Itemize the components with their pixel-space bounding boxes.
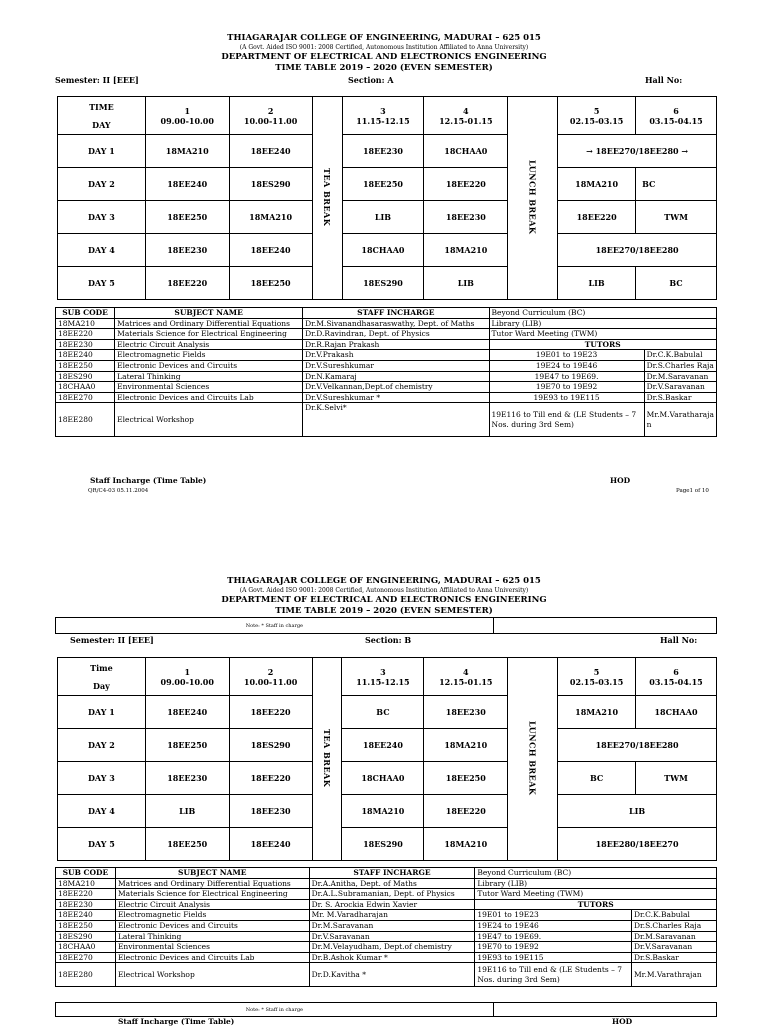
staff-incharge-signature: Staff Incharge (Time Table) (118, 1017, 235, 1026)
slot: 18EE240 (342, 729, 424, 762)
staff-name: Mr. M.Varadharajan (309, 910, 475, 921)
staff-name: Dr.A.Anitha, Dept. of Maths (309, 878, 475, 889)
slot: 18EE230 (145, 234, 229, 267)
section-label: Section: A (348, 75, 394, 85)
lib-legend: Library (LIB) (475, 878, 717, 889)
slot: 18MA210 (229, 201, 312, 234)
day-label: DAY 3 (58, 762, 146, 795)
note-text: Note: * Staff in charge (56, 618, 494, 634)
tutor-name: Dr.C.K.Babulal (632, 910, 717, 921)
section-label: Section: B (365, 635, 412, 645)
staff-name: Dr.D.Ravindran, Dept. of Physics (303, 329, 489, 340)
sub-code: 18EE280 (56, 963, 116, 987)
time-day-header: Time Day (58, 658, 146, 696)
tutor-range: 19E24 to 19E46 (489, 360, 644, 371)
staff-name: Dr.N.Kamaraj (303, 371, 489, 382)
slot-afternoon: 18EE270/18EE280 (558, 234, 717, 267)
sub-code: 18EE240 (56, 350, 115, 361)
subject-name: Environmental Sciences (115, 382, 303, 393)
period-2-header: 2 10.00-11.00 (229, 97, 312, 135)
college-name: THIAGARAJAR COLLEGE OF ENGINEERING, MADURAI – 625 015 (227, 33, 541, 43)
slot: 18EE250 (145, 729, 229, 762)
staff-name: Dr. S. Arockia Edwin Xavier (309, 899, 475, 910)
slot: 18ES290 (342, 828, 424, 861)
subject-name: Electric Circuit Analysis (115, 339, 303, 350)
slot: 18MA210 (558, 168, 636, 201)
slot: BC (342, 696, 424, 729)
subject-name-header: SUBJECT NAME (115, 868, 309, 879)
tutor-range: 19E01 to 19E23 (489, 350, 644, 361)
slot: 18EE250 (424, 762, 508, 795)
slot: 18MA210 (424, 234, 508, 267)
period-3-header: 3 11.15-12.15 (342, 97, 424, 135)
tea-break: TEA BREAK (312, 658, 342, 861)
bc-legend: Beyond Curriculum (BC) (475, 868, 717, 879)
semester-label: Semester: II [EEE] (70, 635, 154, 645)
day-label: DAY 3 (58, 201, 146, 234)
twm-legend: Tutor Ward Meeting (TWM) (475, 889, 717, 900)
period-5-header: 5 02.15-03.15 (558, 97, 636, 135)
sub-code: 18EE230 (56, 899, 116, 910)
tutor-range: 19E70 to 19E92 (475, 942, 632, 953)
subject-name: Electromagnetic Fields (115, 350, 303, 361)
sub-code: 18EE230 (56, 339, 115, 350)
day-label: DAY 2 (58, 729, 146, 762)
time-day-header: TIME DAY (58, 97, 146, 135)
subject-table (55, 867, 717, 987)
department-name: DEPARTMENT OF ELECTRICAL AND ELECTRONICS ENGINEERING (221, 52, 547, 62)
tutor-range: 19E93 to 19E115 (475, 952, 632, 963)
sub-code: 18EE270 (56, 392, 115, 403)
tutor-range: 19E24 to 19E46 (475, 920, 632, 931)
tutor-name: Dr.V.Saravanan (632, 942, 717, 953)
staff-name: Dr.A.L.Subramanian, Dept. of Physics (309, 889, 475, 900)
subject-name: Lateral Thinking (115, 371, 303, 382)
staff-name: Dr.B.Ashok Kumar * (309, 952, 475, 963)
period-6-header: 6 03.15-04.15 (636, 97, 717, 135)
slot: 18CHAA0 (424, 135, 508, 168)
staff-name: Dr.V.Prakash (303, 350, 489, 361)
day-label: DAY 4 (58, 234, 146, 267)
slot: 18ES290 (229, 729, 312, 762)
page-number: Page1 of 10 (676, 488, 709, 494)
slot: 18MA210 (342, 795, 424, 828)
slot: 18EE230 (424, 696, 508, 729)
tutor-name: Dr.C.K.Babulal (644, 350, 716, 361)
slot: 18EE250 (145, 201, 229, 234)
tutor-range: 19E116 to Till end & (LE Students – 7 Nos. during 3rd Sem) (475, 963, 632, 987)
department-name: DEPARTMENT OF ELECTRICAL AND ELECTRONICS ENGINEERING (221, 595, 547, 605)
lib-legend: Library (LIB) (489, 318, 717, 329)
period-3-header: 3 11.15-12.15 (342, 658, 424, 696)
slot: 18EE250 (342, 168, 424, 201)
staff-name: Dr.V.Sureshkumar * (303, 392, 489, 403)
semester-label: Semester: II [EEE] (55, 75, 139, 85)
staff-header: STAFF INCHARGE (309, 868, 475, 879)
slot: 18EE220 (229, 696, 312, 729)
staff-name: Dr.K.Selvi* (303, 403, 489, 437)
hod-signature: HOD (612, 1017, 633, 1026)
slot: 18EE220 (424, 795, 508, 828)
tutor-range: 19E47 to 19E69. (489, 371, 644, 382)
slot: BC (636, 267, 717, 300)
staff-header: STAFF INCHARGE (303, 308, 489, 319)
slot: 18EE220 (424, 168, 508, 201)
subject-name: Electronic Devices and Circuits Lab (115, 392, 303, 403)
staff-name: Dr.R.Rajan Prakash (303, 339, 489, 350)
slot: 18EE220 (145, 267, 229, 300)
staff-name: Dr.M.Sivanandhasaraswathy, Dept. of Maths (303, 318, 489, 329)
subject-name: Materials Science for Electrical Engineering (115, 889, 309, 900)
slot: LIB (145, 795, 229, 828)
note-text: Note: * Staff in charge (56, 1003, 494, 1017)
tutor-name: Dr.S.Charles Raja (632, 920, 717, 931)
subject-name: Matrices and Ordinary Differential Equations (115, 318, 303, 329)
sub-code: 18EE240 (56, 910, 116, 921)
slot: 18MA210 (145, 135, 229, 168)
document-code: QR/C4-03 05.11.2004 (88, 488, 149, 494)
note-blank (493, 618, 716, 634)
college-name: THIAGARAJAR COLLEGE OF ENGINEERING, MADURAI – 625 015 (227, 576, 541, 586)
subject-name: Electric Circuit Analysis (115, 899, 309, 910)
period-5-header: 5 02.15-03.15 (558, 658, 636, 696)
tutor-range: 19E93 to 19E115 (489, 392, 644, 403)
slot: TWM (636, 762, 717, 795)
staff-name: Dr.V.Sureshkumar (303, 360, 489, 371)
staff-name: Dr.V.Saravanan (309, 931, 475, 942)
slot: 18CHAA0 (342, 234, 424, 267)
tutor-name: Dr.V.Saravanan (644, 382, 716, 393)
tutor-range: 19E116 to Till end & (LE Students – 7 Nos. during 3rd Sem) (489, 403, 644, 437)
tutors-header: TUTORS (489, 339, 717, 350)
tutor-name: Dr.S.Baskar (644, 392, 716, 403)
affiliation: (A Govt. Aided ISO 9001: 2008 Certified, Autonomous Institution Affiliated to Anna University) (239, 44, 529, 51)
sub-code: 18ES290 (56, 371, 115, 382)
slot: 18ES290 (229, 168, 312, 201)
timetable-grid (57, 657, 717, 861)
sub-code: 18EE280 (56, 403, 115, 437)
sub-code: 18EE270 (56, 952, 116, 963)
staff-name: Dr.M.Velayudham, Dept.of chemistry (309, 942, 475, 953)
twm-legend: Tutor Ward Meeting (TWM) (489, 329, 717, 340)
day-label: DAY 5 (58, 267, 146, 300)
slot: 18CHAA0 (636, 696, 717, 729)
day-label: DAY 1 (58, 135, 146, 168)
subject-name: Lateral Thinking (115, 931, 309, 942)
affiliation: (A Govt. Aided ISO 9001: 2008 Certified, Autonomous Institution Affiliated to Anna University) (239, 587, 529, 594)
tutor-name: Mr.M.Varathrajan (632, 963, 717, 987)
subject-name: Materials Science for Electrical Engineering (115, 329, 303, 340)
day-label: DAY 5 (58, 828, 146, 861)
period-4-header: 4 12.15-01.15 (424, 97, 508, 135)
tutor-name: Dr.S.Charles Raja (644, 360, 716, 371)
slot: LIB (558, 267, 636, 300)
note-box (55, 617, 717, 634)
sub-code: 18EE250 (56, 360, 115, 371)
slot: BC (636, 168, 717, 201)
subject-name: Electronic Devices and Circuits Lab (115, 952, 309, 963)
tutor-name: Mr.M.Varatharaja n (644, 403, 716, 437)
sub-code: 18CHAA0 (56, 942, 116, 953)
tutor-name: Dr.S.Baskar (632, 952, 717, 963)
slot: 18EE240 (229, 234, 312, 267)
sub-code: 18MA210 (56, 878, 116, 889)
subject-name: Matrices and Ordinary Differential Equations (115, 878, 309, 889)
subject-name: Electronic Devices and Circuits (115, 920, 309, 931)
sub-code: 18ES290 (56, 931, 116, 942)
sub-code: 18MA210 (56, 318, 115, 329)
slot: 18EE220 (229, 762, 312, 795)
slot-afternoon: 18EE270/18EE280 (558, 729, 717, 762)
staff-name: Dr.D.Kavitha * (309, 963, 475, 987)
slot: 18EE250 (145, 828, 229, 861)
slot: TWM (636, 201, 717, 234)
period-6-header: 6 03.15-04.15 (636, 658, 717, 696)
slot-afternoon: 18EE280/18EE270 (558, 828, 717, 861)
slot: 18MA210 (558, 696, 636, 729)
period-2-header: 2 10.00-11.00 (229, 658, 312, 696)
slot: 18CHAA0 (342, 762, 424, 795)
sub-code: 18EE220 (56, 329, 115, 340)
subject-name: Electrical Workshop (115, 403, 303, 437)
timetable-title: TIME TABLE 2019 – 2020 (EVEN SEMESTER) (275, 606, 493, 616)
period-1-header: 1 09.00-10.00 (145, 658, 229, 696)
sub-code: 18EE250 (56, 920, 116, 931)
day-label: DAY 4 (58, 795, 146, 828)
day-label: DAY 2 (58, 168, 146, 201)
slot: 18ES290 (342, 267, 424, 300)
tutor-range: 19E70 to 19E92 (489, 382, 644, 393)
tutor-name: Dr.M.Saravanan (644, 371, 716, 382)
slot: 18EE240 (229, 828, 312, 861)
slot: 18MA210 (424, 729, 508, 762)
tutor-name: Dr.M.Saravanan (632, 931, 717, 942)
day-label: DAY 1 (58, 696, 146, 729)
slot: BC (558, 762, 636, 795)
slot-afternoon: → 18EE270/18EE280 → (558, 135, 717, 168)
subject-name: Electrical Workshop (115, 963, 309, 987)
tea-break: TEA BREAK (312, 97, 342, 300)
staff-name: Dr.M.Saravanan (309, 920, 475, 931)
tutor-range: 19E01 to 19E23 (475, 910, 632, 921)
slot: 18EE230 (229, 795, 312, 828)
slot: 18EE240 (229, 135, 312, 168)
bc-legend: Beyond Curriculum (BC) (489, 308, 717, 319)
note-blank (493, 1003, 716, 1017)
slot: 18EE240 (145, 168, 229, 201)
lunch-break: LUNCH BREAK (508, 97, 558, 300)
slot: 18MA210 (424, 828, 508, 861)
period-4-header: 4 12.15-01.15 (424, 658, 508, 696)
sub-code-header: SUB CODE (56, 308, 115, 319)
sub-code: 18CHAA0 (56, 382, 115, 393)
slot: 18EE230 (145, 762, 229, 795)
tutors-header: TUTORS (475, 899, 717, 910)
subject-name: Electromagnetic Fields (115, 910, 309, 921)
period-1-header: 1 09.00-10.00 (145, 97, 229, 135)
hall-label: Hall No: (660, 635, 698, 645)
slot: 18EE230 (424, 201, 508, 234)
hall-label: Hall No: (645, 75, 683, 85)
sub-code: 18EE220 (56, 889, 116, 900)
lunch-break: LUNCH BREAK (508, 658, 558, 861)
staff-incharge-signature: Staff Incharge (Time Table) (90, 476, 207, 485)
note-box-bottom (55, 1002, 717, 1017)
hod-signature: HOD (610, 476, 631, 485)
subject-name: Electronic Devices and Circuits (115, 360, 303, 371)
slot: 18EE220 (558, 201, 636, 234)
slot: 18EE250 (229, 267, 312, 300)
sub-code-header: SUB CODE (56, 868, 116, 879)
timetable-title: TIME TABLE 2019 – 2020 (EVEN SEMESTER) (275, 63, 493, 73)
subject-name: Environmental Sciences (115, 942, 309, 953)
slot: 18EE230 (342, 135, 424, 168)
slot-afternoon: LIB (558, 795, 717, 828)
tutor-range: 19E47 to 19E69. (475, 931, 632, 942)
slot: LIB (424, 267, 508, 300)
subject-name-header: SUBJECT NAME (115, 308, 303, 319)
slot: LIB (342, 201, 424, 234)
staff-name: Dr.V.Velkannan,Dept.of chemistry (303, 382, 489, 393)
slot: 18EE240 (145, 696, 229, 729)
